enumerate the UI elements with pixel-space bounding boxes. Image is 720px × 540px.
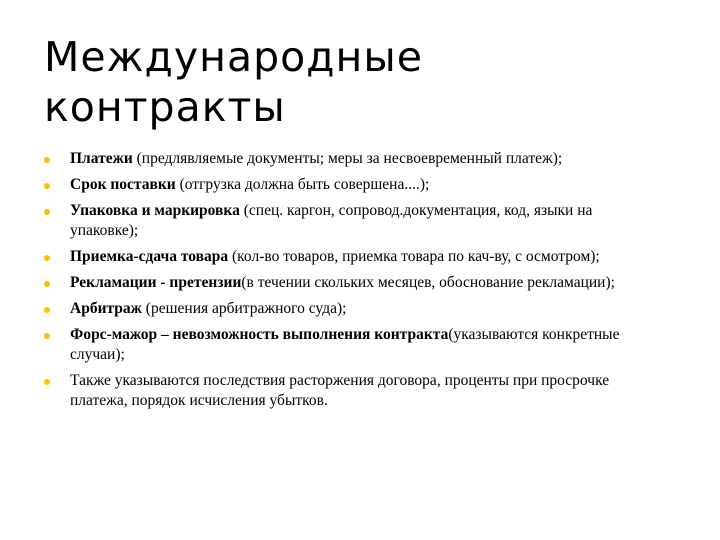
item-text: Также указываются последствия расторжения договора, проценты при просрочке платежа, порядок исчисления убытков.: [70, 372, 610, 409]
bullet-dot-icon: [44, 307, 50, 313]
item-text: (кол-во товаров, приемка товара по кач-ву, с осмотром);: [228, 248, 600, 265]
title-line-2: контракты: [44, 83, 286, 131]
bullet-list: [44, 149, 664, 417]
title-line-1: Международные: [44, 33, 423, 81]
item-text: (предлявляемые документы; меры за несвоевременный платеж);: [132, 150, 563, 167]
item-text: (указываются конкретные случаи);: [70, 326, 620, 363]
item-term: Упаковка и маркировка: [70, 202, 240, 219]
list-item: [44, 149, 664, 169]
list-item: [44, 371, 664, 411]
item-text: (отгрузка должна быть совершена....);: [175, 176, 430, 193]
list-item: [44, 325, 664, 365]
item-term: Платежи: [70, 150, 133, 167]
item-text: (спец. каргон, сопровод.документация, код, языки на упаковке);: [70, 202, 593, 239]
list-item: [44, 175, 664, 195]
bullet-dot-icon: [44, 379, 50, 385]
item-term: Приемка-сдача товара: [70, 248, 229, 265]
bullet-dot-icon: [44, 333, 50, 339]
bullet-dot-icon: [44, 183, 50, 189]
list-item: [44, 201, 664, 241]
list-item: [44, 247, 664, 267]
item-term: Форс-мажор – невозможность выполнения контракта: [70, 326, 449, 343]
bullet-dot-icon: [44, 255, 50, 261]
item-term: Рекламации - претензии: [70, 274, 242, 291]
item-term: Срок поставки: [70, 176, 176, 193]
list-item: [44, 273, 664, 293]
list-item: [44, 299, 664, 319]
slide-title: [44, 32, 684, 132]
item-term: Арбитраж: [70, 300, 142, 317]
item-text: (в течении скольких месяцев, обоснование рекламации);: [241, 274, 615, 291]
item-text: (решения арбитражного суда);: [141, 300, 347, 317]
bullet-dot-icon: [44, 157, 50, 163]
bullet-dot-icon: [44, 281, 50, 287]
bullet-dot-icon: [44, 209, 50, 215]
